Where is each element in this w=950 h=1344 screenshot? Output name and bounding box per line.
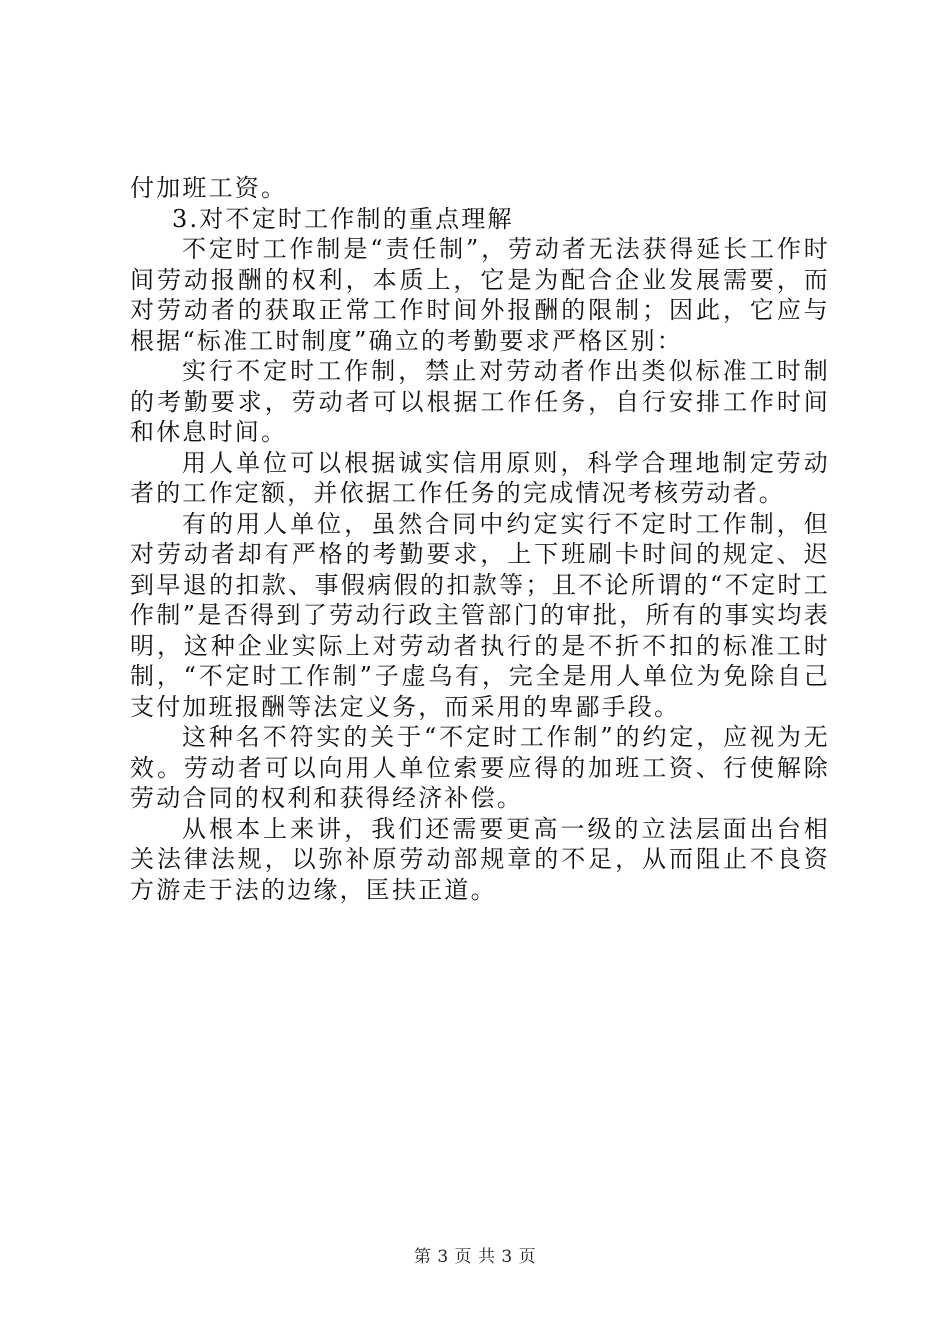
paragraph-work-quota: 用人单位可以根据诚实信用原则，科学合理地制定劳动者的工作定额，并依据工作任务的完成情况考核劳动者。 — [130, 448, 830, 507]
paragraph-legislation: 从根本上来讲，我们还需要更高一级的立法层面出台相关法律法规，以弥补原劳动部规章的不足，从而阻止不良资方游走于法的边缘，匡扶正道。 — [130, 814, 830, 904]
paragraph-strict-attendance: 有的用人单位，虽然合同中约定实行不定时工作制，但对劳动者却有严格的考勤要求，上下班刷卡时间的规定、迟到早退的扣款、事假病假的扣款等；且不论所谓的“不定时工作制”是否得到了劳动行政主管部门的审批，所有的事实均表明，这种企业实际上对劳动者执行的是不折不扣的标准工时制，“不定时工作制”子虚乌有，完全是用人单位为免除自己支付加班报酬等法定义务，而采用的卑鄙手段。 — [130, 509, 830, 721]
section-heading: 3.对不定时工作制的重点理解 — [172, 204, 514, 233]
body-text — [130, 173, 830, 905]
paragraph-continuation: 付加班工资。 — [130, 174, 288, 202]
paragraph-invalid-agreement: 这种名不符实的关于“不定时工作制”的约定，应视为无效。劳动者可以向用人单位索要应得的加班工资、行使解除劳动合同的权利和获得经济补偿。 — [130, 723, 830, 812]
page-footer: 第 3 页 共 3 页 — [413, 1247, 537, 1267]
paragraph-no-attendance-requirement: 实行不定时工作制，禁止对劳动者作出类似标准工时制的考勤要求，劳动者可以根据工作任务，自行安排工作时间和休息时间。 — [130, 357, 830, 446]
paragraph-responsibility-system: 不定时工作制是“责任制”，劳动者无法获得延长工作时间劳动报酬的权利，本质上，它是为配合企业发展需要，而对劳动者的获取正常工作时间外报酬的限制；因此，它应与根据“标准工时制度”确立的考勤要求严格区别： — [130, 235, 830, 355]
